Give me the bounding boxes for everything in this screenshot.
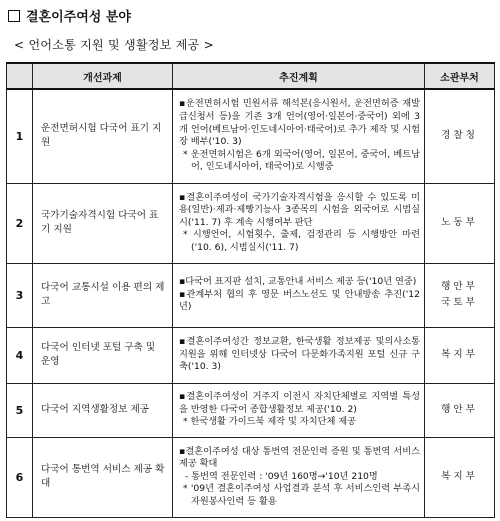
- row-task: 국가기술자격시험 다국어 표기 지원: [33, 183, 173, 263]
- table-row: [7, 263, 495, 327]
- header-plan: 추진계획: [173, 63, 425, 89]
- row-task: 다국어 인터넷 포털 구축 및 운영: [33, 327, 173, 383]
- plan-item: ▪운전면허시험 민원서류 해석본(응시원서, 운전면허증 재발급신청서 등)을 기존 3개 언어(영어·일본어·중국어) 외에 3개 언어(베트남어·인도네시아어·태국어)로 추가 제작 및 시험장 배부('10. 3): [179, 98, 420, 148]
- section-title-text: 결혼이주여성 분야: [26, 10, 131, 25]
- row-plan: [173, 327, 425, 383]
- header-task: 개선과제: [33, 63, 173, 89]
- row-number: 2: [7, 183, 33, 263]
- plan-note: * 운전면허시험은 6개 외국어(영어, 일본어, 중국어, 베트남어, 인도네시아어, 태국어)로 시행중: [183, 148, 420, 173]
- checkbox-square-icon: [8, 10, 20, 22]
- row-dept: 복지부: [425, 327, 495, 383]
- plan-note: * '09년 결혼이주여성 사업결과 분석 후 서비스인력 부족시 자원봉사인력 등 활용: [183, 483, 420, 507]
- plan-note: * 시행언어, 시험횟수, 출제, 검정관리 등 시행방안 마련('10. 6), 시범실시('11. 7): [183, 229, 420, 253]
- row-plan: [173, 263, 425, 327]
- row-plan: [173, 383, 425, 437]
- table-row: [7, 327, 495, 383]
- row-dept: 행안부: [425, 383, 495, 437]
- row-plan: [173, 183, 425, 263]
- row-number: 4: [7, 327, 33, 383]
- row-task: 운전면허시험 다국어 표기 지원: [33, 89, 173, 183]
- row-number: 6: [7, 437, 33, 517]
- row-task: 다국어 통번역 서비스 제공 확대: [33, 437, 173, 517]
- section-title: [8, 6, 131, 25]
- header-dept: 소관부처: [425, 63, 495, 89]
- table-header-row: [7, 63, 495, 89]
- row-task: 다국어 지역생활정보 제공: [33, 383, 173, 437]
- table-row: [7, 437, 495, 517]
- policy-table: [6, 62, 495, 518]
- table-row: [7, 183, 495, 263]
- row-dept: 노동부: [425, 183, 495, 263]
- plan-item: ▪결혼이주여성간 정보교환, 한국생활 정보제공 및의사소통 지원을 위해 인터넷상 다국어 다문화가족지원 포털 신규 구축('10. 3): [179, 336, 420, 373]
- section-subtitle: < 언어소통 지원 및 생활정보 제공 >: [14, 38, 214, 52]
- plan-subitem: - 통번역 전문인력 : '09년 160명→'10년 210명: [185, 470, 378, 482]
- plan-note: * 한국생활 가이드북 제작 및 자치단체 제공: [183, 416, 356, 428]
- dept-name: 행안부: [441, 281, 478, 292]
- row-dept: 복지부: [425, 437, 495, 517]
- row-plan: [173, 89, 425, 183]
- plan-item: ▪관계부처 협의 후 영문 버스노선도 및 안내방송 추진('12년): [179, 288, 420, 313]
- table-row: [7, 89, 495, 183]
- table-row: [7, 383, 495, 437]
- plan-item: ▪결혼이주여성 대상 통번역 전문인력 증원 및 통번역 서비스 제공 확대: [179, 445, 420, 470]
- row-plan: [173, 437, 425, 517]
- row-number: 1: [7, 89, 33, 183]
- plan-item: ▪결혼이주여성이 거주지 이전시 자치단체별로 지역별 특성을 반영한 다국어 종합생활정보 제공('10. 2): [179, 391, 420, 415]
- plan-item: ▪결혼이주여성이 국가기술자격시험을 응시할 수 있도록 미용(일반)·제과·제빵기능사 3종목의 시험을 외국어로 시범실시('11. 7) 후 계속 시행여부 판단: [179, 191, 420, 228]
- row-number: 3: [7, 263, 33, 327]
- row-task: 다국어 교통시설 이용 편의 제고: [33, 263, 173, 327]
- row-dept: [425, 263, 495, 327]
- row-dept: 경찰청: [425, 89, 495, 183]
- row-number: 5: [7, 383, 33, 437]
- header-blank: [7, 63, 33, 89]
- plan-item: ▪다국어 표지판 설치, 교통안내 서비스 제공 등('10년 연중): [179, 276, 417, 288]
- dept-name: 국토부: [441, 297, 478, 308]
